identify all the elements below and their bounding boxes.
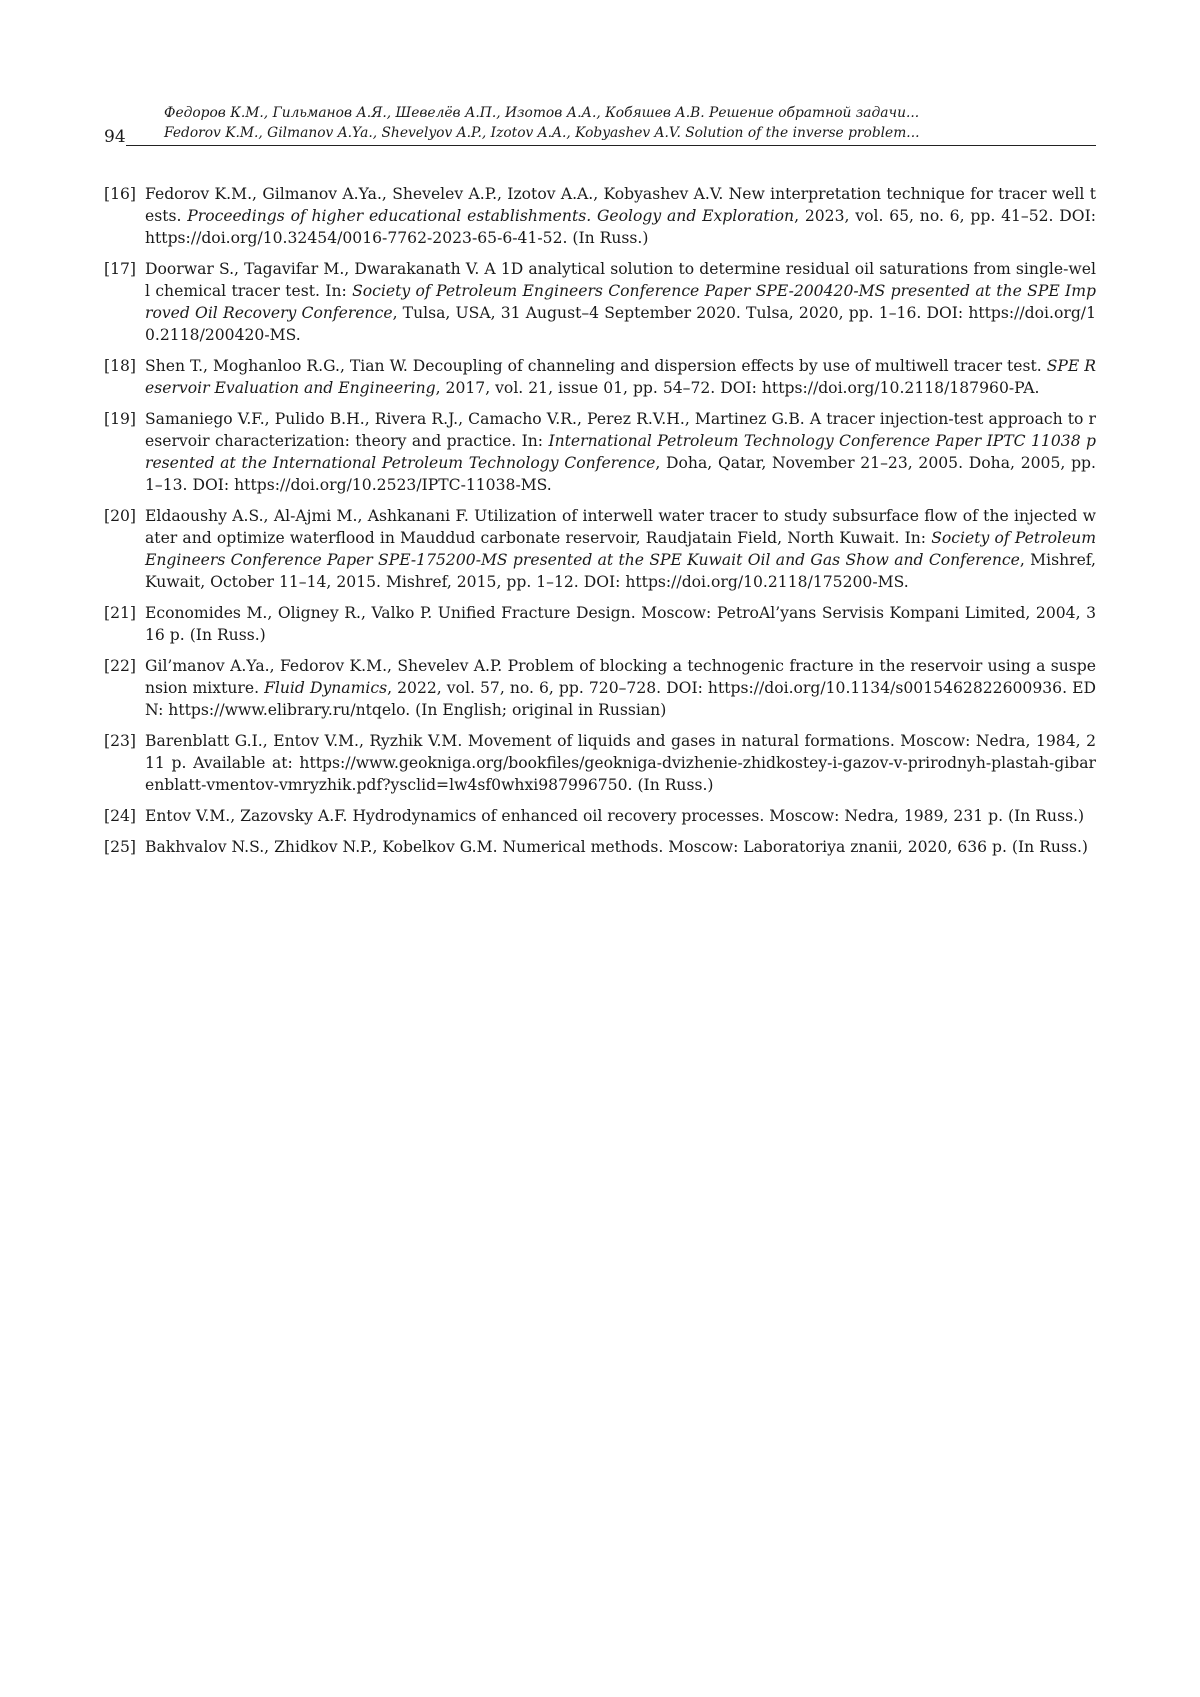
reference-item <box>104 183 1096 249</box>
reference-details: , Mishref, Kuwait, October 11–14, 2015. Mishref, 2015, pp. 1–12. DOI: https://doi.org/10.2118/175200-MS. <box>145 551 1096 591</box>
reference-body: Doorwar S., Tagavifar M., Dwarakanath V. A 1D analytical solution to determine residual oil saturations from single-well chemical tracer test. In: <box>145 260 1096 300</box>
reference-source: Fluid Dynamics <box>264 679 388 697</box>
reference-text <box>145 258 1096 346</box>
reference-body: Economides M., Oligney R., Valko P. Unified Fracture Design. Moscow: PetroAl’yans Servisis Kompani Limited, 2004, 316 p. (In Russ.) <box>145 604 1096 644</box>
reference-number: [21] <box>104 604 137 622</box>
reference-text <box>145 183 1096 249</box>
reference-body: Fedorov K.M., Gilmanov A.Ya., Shevelev A.P., Izotov A.A., Kobyashev A.V. New interpretation technique for tracer well tests. <box>145 185 1096 225</box>
running-title <box>164 103 1096 143</box>
reference-text <box>145 836 1096 858</box>
reference-text <box>145 355 1096 399</box>
reference-number: [16] <box>104 185 137 203</box>
reference-text <box>145 730 1096 796</box>
reference-source: SPE Reservoir Evaluation and Engineering <box>145 357 1096 397</box>
reference-body: Shen T., Moghanloo R.G., Tian W. Decoupling of channeling and dispersion effects by use of multiwell tracer test. <box>145 357 1047 375</box>
reference-item <box>104 505 1096 593</box>
reference-item <box>104 655 1096 721</box>
header-rule <box>126 145 1096 146</box>
reference-details: , 2017, vol. 21, issue 01, pp. 54–72. DOI: https://doi.org/10.2118/187960-PA. <box>435 379 1040 397</box>
reference-number: [22] <box>104 657 137 675</box>
reference-body: Eldaoushy A.S., Al-Ajmi M., Ashkanani F. Utilization of interwell water tracer to study subsurface flow of the injected water and optimize waterflood in Mauddud carbonate reservoir, Raudjatain Field, North Kuwait. In: <box>145 507 1096 547</box>
reference-source: Proceedings of higher educational establishments. Geology and Exploration <box>187 207 795 225</box>
reference-body: Barenblatt G.I., Entov V.M., Ryzhik V.M. Movement of liquids and gases in natural formations. Moscow: Nedra, 1984, 211 p. Available at: https://www.geokniga.org/bookfiles/geokniga-dvizhenie-zhidkostey-i-gazov-v-prirodnyh-plastah-gibarenblatt-vmentov-vmryzhik.pdf?ysclid=lw4sf0whxi987996750. (In Russ.) <box>145 732 1096 794</box>
reference-item <box>104 730 1096 796</box>
reference-text <box>145 805 1096 827</box>
reference-text <box>145 408 1096 496</box>
reference-text <box>145 505 1096 593</box>
reference-number: [19] <box>104 410 137 428</box>
reference-number: [17] <box>104 260 137 278</box>
reference-body: Bakhvalov N.S., Zhidkov N.P., Kobelkov G.M. Numerical methods. Moscow: Laboratoriya znanii, 2020, 636 p. (In Russ.) <box>145 838 1088 856</box>
reference-item <box>104 805 1096 827</box>
reference-text <box>145 602 1096 646</box>
reference-item <box>104 258 1096 346</box>
running-header <box>104 103 1096 147</box>
reference-item <box>104 355 1096 399</box>
reference-item <box>104 602 1096 646</box>
reference-body: Samaniego V.F., Pulido B.H., Rivera R.J., Camacho V.R., Perez R.V.H., Martinez G.B. A tracer injection-test approach to reservoir characterization: theory and practice. In: <box>145 410 1096 450</box>
reference-details: , 2022, vol. 57, no. 6, pp. 720–728. DOI: https://doi.org/10.1134/s0015462822600936. EDN: https://www.elibrary.ru/ntqelo. (In English; original in Russian) <box>145 679 1096 719</box>
reference-item <box>104 408 1096 496</box>
page-number: 94 <box>104 127 126 147</box>
running-title-ru: Федоров К.М., Гильманов А.Я., Шевелёв А.П., Изотов А.А., Кобяшев А.В. Решение обратной задачи... <box>164 105 920 121</box>
reference-details: , Tulsa, USA, 31 August–4 September 2020. Tulsa, 2020, pp. 1–16. DOI: https://doi.org/10.2118/200420-MS. <box>145 304 1096 344</box>
reference-number: [24] <box>104 807 137 825</box>
running-title-en: Fedorov K.M., Gilmanov A.Ya., Shevelyov A.P., Izotov A.A., Kobyashev A.V. Solution of the inverse problem... <box>164 125 920 141</box>
reference-number: [18] <box>104 357 137 375</box>
reference-number: [25] <box>104 838 137 856</box>
reference-details: , Doha, Qatar, November 21–23, 2005. Doha, 2005, pp. 1–13. DOI: https://doi.org/10.2523/IPTC-11038-MS. <box>145 454 1096 494</box>
reference-item <box>104 836 1096 858</box>
reference-list <box>104 183 1096 867</box>
reference-number: [20] <box>104 507 137 525</box>
reference-number: [23] <box>104 732 137 750</box>
reference-text <box>145 655 1096 721</box>
reference-source: Society of Petroleum Engineers Conference Paper SPE-175200-MS presented at the SPE Kuwait Oil and Gas Show and Conference <box>145 529 1097 569</box>
reference-source: International Petroleum Technology Conference Paper IPTC 11038 presented at the International Petroleum Technology Conference <box>145 432 1096 472</box>
reference-body: Entov V.M., Zazovsky A.F. Hydrodynamics of enhanced oil recovery processes. Moscow: Nedra, 1989, 231 p. (In Russ.) <box>145 807 1085 825</box>
reference-body: Gil’manov A.Ya., Fedorov K.M., Shevelev A.P. Problem of blocking a technogenic fracture in the reservoir using a suspension mixture. <box>145 657 1096 697</box>
reference-details: , 2023, vol. 65, no. 6, pp. 41–52. DOI: https://doi.org/10.32454/0016-7762-2023-65-6-41-52. (In Russ.) <box>145 207 1096 247</box>
reference-source: Society of Petroleum Engineers Conference Paper SPE-200420-MS presented at the SPE Improved Oil Recovery Conference <box>145 282 1096 322</box>
